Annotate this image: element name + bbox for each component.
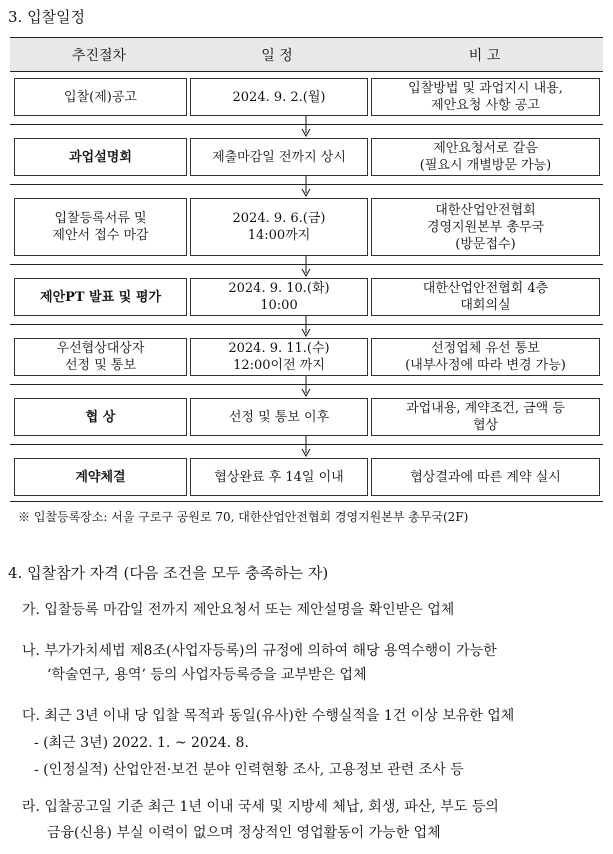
note-line: 선정업체 유선 통보 (431, 341, 540, 356)
schedule-cell (190, 198, 368, 256)
header-step: 추진절차 (71, 47, 127, 64)
note-cell (371, 458, 600, 496)
schedule-line: 2024. 9. 11.(수) (228, 341, 330, 356)
schedule-cell (190, 278, 368, 316)
down-arrow-icon (300, 376, 312, 398)
note-line: 과업내용, 계약조건, 금액 등 (406, 401, 565, 416)
note-cell (371, 198, 600, 256)
schedule-cell (190, 78, 368, 116)
note-line: 대회의실 (460, 298, 511, 313)
step-cell (14, 398, 187, 436)
note-line: 대한산업안전협회 4층 (422, 281, 549, 296)
note-cell (371, 338, 600, 376)
section-3-title: 3. 입찰일정 (8, 8, 86, 26)
qualification-item-ga: 가. 입찰등록 마감일 전까지 제안요청서 또는 제안설명을 확인받은 업체 (22, 602, 455, 618)
note-line: 제안요청 사항 공고 (431, 98, 540, 113)
down-arrow-icon (300, 316, 312, 338)
schedule-cell (190, 138, 368, 176)
qualification-item-na-line2: ‘학술연구, 용역’ 등의 사업자등록증을 교부받은 업체 (47, 667, 367, 683)
step-text: 제안PT 발표 및 평가 (40, 289, 161, 305)
note-line: (필요시 개별방문 가능) (419, 158, 552, 173)
step-cell (14, 458, 187, 496)
schedule-cell (190, 398, 368, 436)
step-text: 계약체결 (75, 469, 126, 485)
step-text: 입찰(제)공고 (64, 89, 137, 105)
qualification-item-ra-line1: 라. 입찰공고일 기준 최근 1년 이내 국세 및 지방세 체납, 회생, 파산, 부도 등의 (22, 799, 499, 815)
schedule-line: 12:00이전 까지 (233, 358, 325, 373)
schedule-line: 14:00까지 (247, 228, 311, 243)
step-cell (14, 138, 187, 176)
note-line: (방문접수) (455, 236, 516, 252)
note-line: 협상 (472, 418, 499, 433)
schedule-cell (190, 338, 368, 376)
step-cell (14, 278, 187, 316)
qualification-item-da: 다. 최근 3년 이내 당 입찰 목적과 동일(유사)한 수행실적을 1건 이상 보유한 업체 (22, 708, 515, 724)
header-schedule: 일 정 (261, 47, 293, 64)
schedule-line: 협상완료 후 14일 이내 (214, 469, 344, 485)
step-text: 과업설명회 (69, 149, 132, 165)
table-bottom-border (10, 501, 603, 502)
step-cell (14, 78, 187, 116)
schedule-table-header (10, 38, 603, 72)
step-cell (14, 338, 187, 376)
step-text: 협 상 (85, 409, 116, 425)
note-cell (371, 138, 600, 176)
note-line: (내부사정에 따라 변경 가능) (405, 358, 566, 373)
qualification-item-ra-line2: 금융(신용) 부실 이력이 없으며 정상적인 영업활동이 가능한 업체 (47, 825, 441, 841)
schedule-line: 2024. 9. 2.(월) (232, 89, 326, 105)
note-line: 경영지원본부 총무국 (426, 219, 545, 235)
note-line: 협상결과에 따른 계약 실시 (410, 469, 561, 485)
schedule-line: 2024. 9. 10.(화) (228, 281, 330, 296)
schedule-line: 2024. 9. 6.(금) (232, 211, 326, 226)
down-arrow-icon (300, 436, 312, 458)
schedule-line: 제출마감일 전까지 상시 (212, 149, 346, 165)
note-line: 대한산업안전협회 (435, 202, 536, 218)
qualification-item-da-sub2: - (인정실적) 산업안전·보건 분야 인력현황 조사, 고용정보 관련 조사 등 (34, 762, 464, 778)
note-cell (371, 78, 600, 116)
step-text: 입찰등록서류 및 제안서 접수 마감 (52, 211, 149, 243)
note-line: 제안요청서로 갈음 (433, 141, 538, 156)
down-arrow-icon (300, 256, 312, 278)
header-note: 비 고 (468, 47, 501, 64)
section-4-title: 4. 입찰참가 자격 (다음 조건을 모두 충족하는 자) (8, 564, 329, 582)
step-text: 우선협상대상자 선정 및 통보 (56, 341, 145, 373)
qualification-item-na-line1: 나. 부가가치세법 제8조(사업자등록)의 규정에 의하여 해당 용역수행이 가능한 (22, 643, 497, 659)
schedule-line: 선정 및 통보 이후 (228, 409, 330, 425)
schedule-line: 10:00 (260, 298, 298, 313)
step-cell (14, 198, 187, 256)
note-line: 입찰방법 및 과업지시 내용, (408, 81, 563, 96)
note-cell (371, 398, 600, 436)
registration-location-note: ※ 입찰등록장소: 서울 구로구 공원로 70, 대한산업안전협회 경영지원본부 총무국(2F) (18, 510, 469, 524)
down-arrow-icon (300, 176, 312, 198)
down-arrow-icon (300, 116, 312, 138)
qualification-item-da-sub1: - (최근 3년) 2022. 1. ~ 2024. 8. (34, 735, 249, 751)
schedule-cell (190, 458, 368, 496)
note-cell (371, 278, 600, 316)
